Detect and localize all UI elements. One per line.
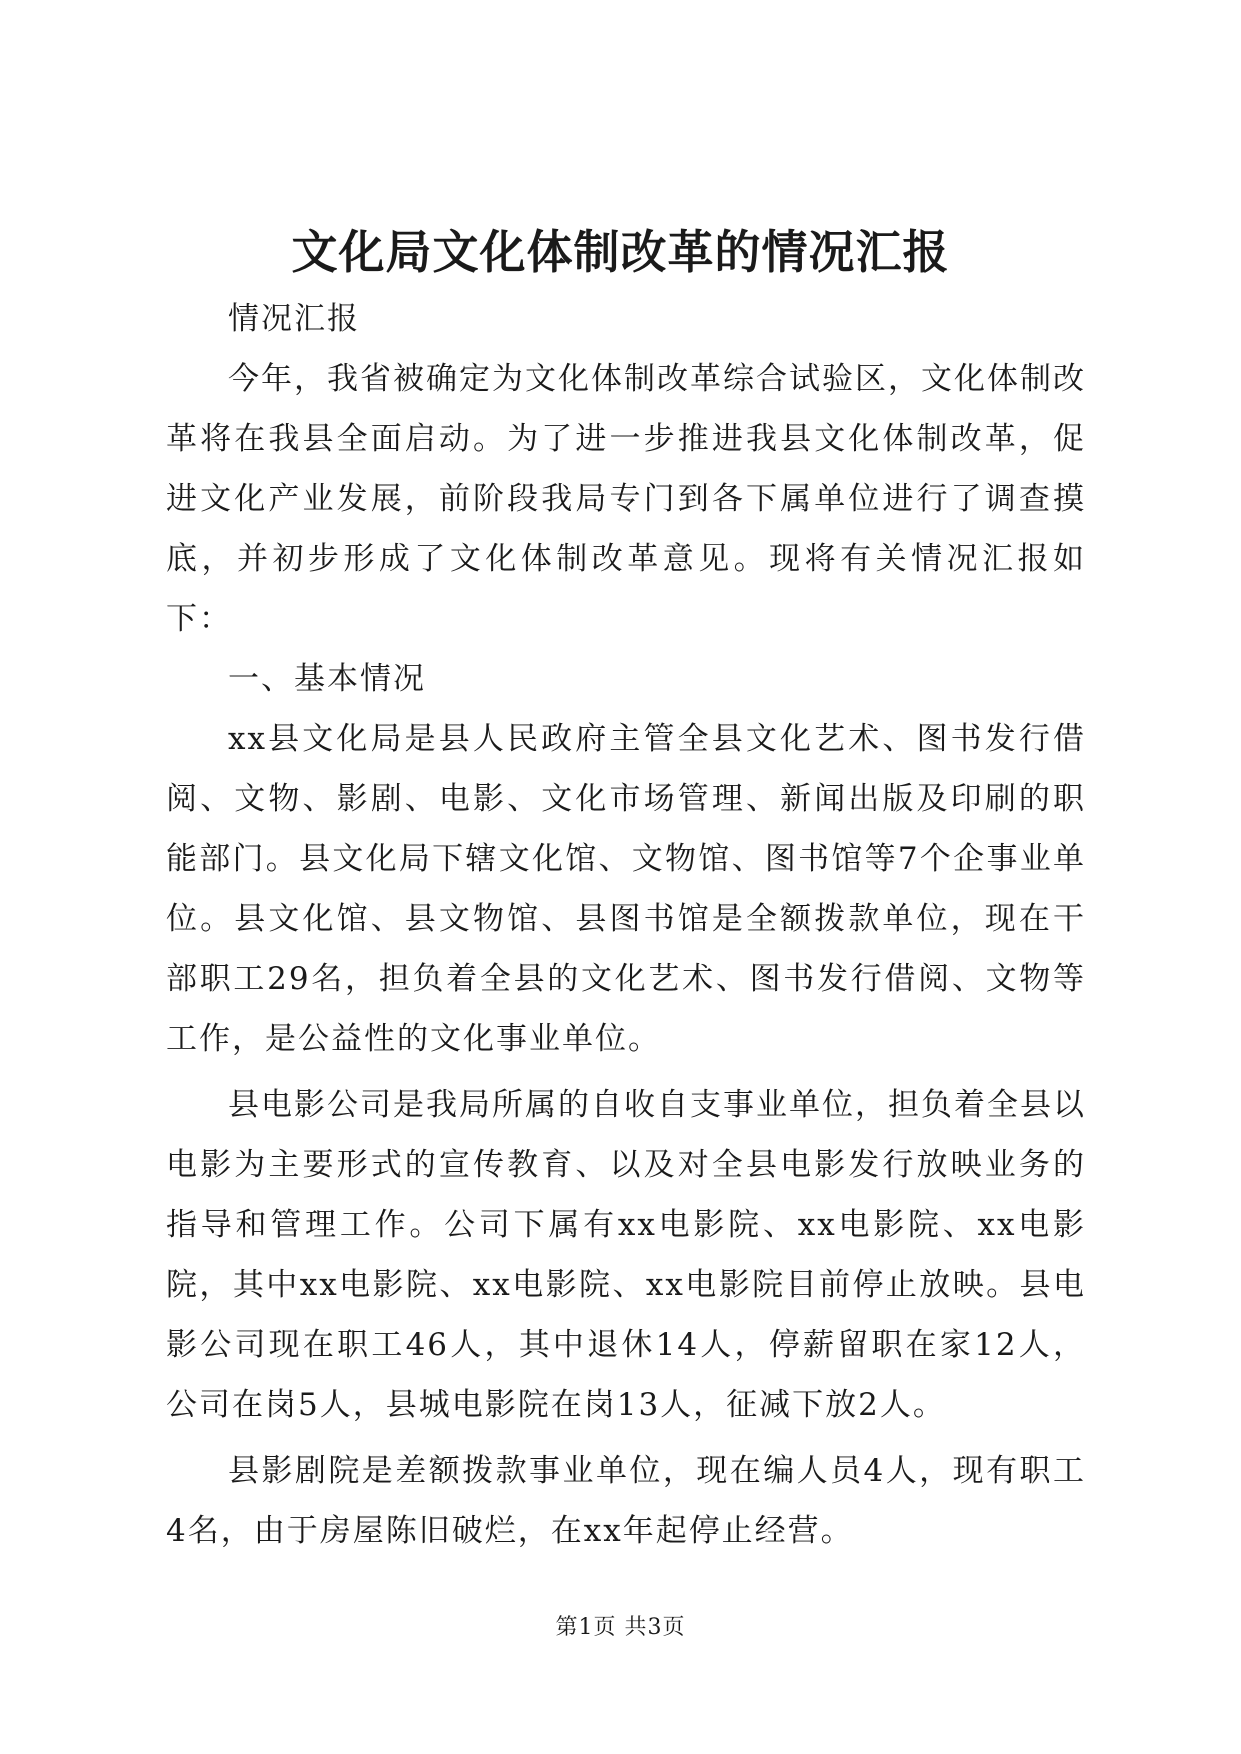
paragraph-theater: 县影剧院是差额拨款事业单位，现在编人员4人，现有职工4名，由于房屋陈旧破烂，在xx年起停止经营。 xyxy=(166,1453,1086,1549)
document-body xyxy=(166,289,1086,1561)
page-title: 文化局文化体制改革的情况汇报 xyxy=(291,225,950,279)
section-heading-basic: 一、基本情况 xyxy=(228,661,426,697)
paragraph-intro: 今年，我省被确定为文化体制改革综合试验区，文化体制改革将在我县全面启动。为了进一步推进我县文化体制改革，促进文化产业发展，前阶段我局专门到各下属单位进行了调查摸底，并初步形成了文化体制改革意见。现将有关情况汇报如下： xyxy=(166,361,1086,637)
paragraph-film-company: 县电影公司是我局所属的自收自支事业单位，担负着全县以电影为主要形式的宣传教育、以及对全县电影发行放映业务的指导和管理工作。公司下属有xx电影院、xx电影院、xx电影院，其中xx电影院、xx电影院、xx电影院目前停止放映。县电影公司现在职工46人，其中退休14人，停薪留职在家12人，公司在岗5人，县城电影院在岗13人，征减下放2人。 xyxy=(166,1087,1086,1423)
page-footer: 第1页 共3页 xyxy=(555,1615,686,1640)
paragraph-culture-bureau: xx县文化局是县人民政府主管全县文化艺术、图书发行借阅、文物、影剧、电影、文化市场管理、新闻出版及印刷的职能部门。县文化局下辖文化馆、文物馆、图书馆等7个企事业单位。县文化馆、县文物馆、县图书馆是全额拨款单位，现在干部职工29名，担负着全县的文化艺术、图书发行借阅、文物等工作，是公益性的文化事业单位。 xyxy=(166,721,1086,1057)
paragraph-heading: 情况汇报 xyxy=(228,301,360,337)
